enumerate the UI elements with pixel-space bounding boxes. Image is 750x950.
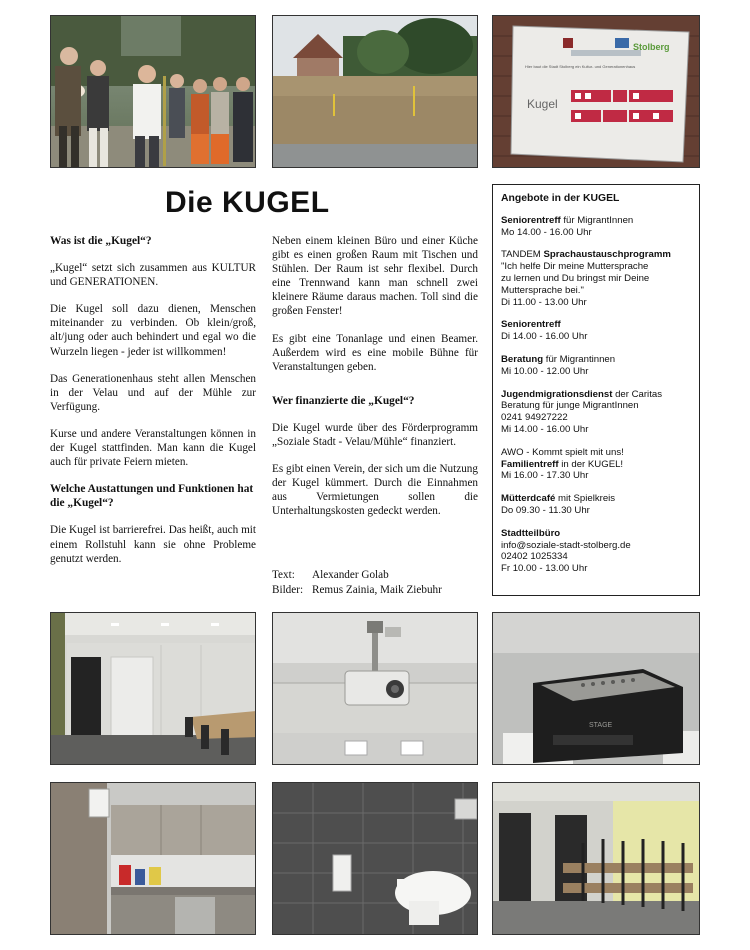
offer-entry-contact: Stadtteilbüro info@soziale-stadt-stolberg.de 02402 1025334 Fr 10.00 - 13.00 Uhr [501,527,631,575]
credits-text-label: Text: [272,569,295,581]
credits [272,568,442,598]
offer-entry: Jugendmigrationsdienst der Caritas Beratung für junge MigrantInnen 0241 94927222 Mi 14.00 - 16.00 Uhr [501,388,662,435]
offer-entry: Seniorentreff Di 14.00 - 16.00 Uhr [501,319,588,343]
paragraph: Kurse und andere Veranstaltungen können in der Kugel stattfinden. Man kann die Kugel auch für private Feiern mieten. [50,427,256,469]
paragraph: Es gibt eine Tonanlage und einen Beamer. Außerdem wird es eine mobile Bühne für Veranstaltungen geben. [272,332,478,373]
sign-small-text: Hier baut die Stadt Stolberg ein Kultur- und Generationenhaus [525,64,636,69]
paragraph: Die Kugel soll dazu dienen, Menschen miteinander zu verbinden. Ob klein/groß, alt/jung oder auch behindert und egal wo die Wurzeln liegen - jeder ist willkommen! [50,303,256,358]
paragraph: Die Kugel wurde über des Förderprogramm „Soziale Stadt - Velau/Mühle“ finanziert. [272,421,478,449]
photo-beamer [272,612,478,765]
photo-restroom [272,782,478,935]
paragraph: Neben einem kleinen Büro und einer Küche gibt es einen großen Raum mit Tischen und Stühlen. Der Raum ist sehr flexibel. Durch eine Trennwand kann man schnell zwei kleinere Räume daraus machen. Toll sind die großen Fenster! [272,235,478,318]
credits-images-value: Remus Zainia, Maik Ziebuhr [312,584,442,596]
paragraph: Das Generationenhaus steht allen Menschen in der Velau und auf der Mühle zur Verfügung. [50,372,256,413]
photo-group-of-people [50,15,256,168]
heading-financing: Wer finanzierte die „Kugel“? [272,394,415,407]
photo-kitchen [50,782,256,935]
photo-meeting-room [50,612,256,765]
offer-entry: Mütterdcafé mit Spielkreis Do 09.30 - 11.30 Uhr [501,493,616,516]
sign-kugel-label: Kugel [527,97,558,111]
heading-equipment: Welche Austattungen und Funktionen hat die „Kugel“? [50,483,254,510]
column-middle [272,234,478,532]
column-left [50,234,256,579]
photo-restroom-image [273,783,478,935]
offers-title: Angebote in der KUGEL [501,193,620,204]
photo-sound-image [493,613,700,765]
photo-chairs-room [492,782,700,935]
credits-images-label: Bilder: [272,584,304,596]
paragraph: „Kugel“ setzt sich zusammen aus KULTUR und GENERATIONEN. [50,262,256,289]
photo-sound-system [492,612,700,765]
svg-text:Stolberg: Stolberg [633,42,670,52]
svg-text:STAGE: STAGE [589,722,613,729]
photo-people-image [51,16,256,168]
photo-room-image [51,613,256,765]
paragraph: Die Kugel ist barrierefrei. Das heißt, auch mit einem Rollstuhl kann sie ohne Probleme genutzt werden. [50,524,256,565]
offer-entry: Seniorentreff für MigrantInnen Mo 14.00 - 16.00 Uhr [501,214,634,238]
photo-chairs-image [493,783,700,935]
photo-project-sign [492,15,700,168]
photo-beamer-image [273,613,478,765]
photo-sign-image [493,16,700,168]
offer-entry: Beratung für Migrantinnen Mi 10.00 - 12.00 Uhr [501,353,616,377]
paragraph: Es gibt einen Verein, der sich um die Nutzung der Kugel kümmert. Durch die Einnahmen aus Vermietungen sollen die Unterhaltungskosten gedeckt werden. [272,463,478,518]
photo-site-image [273,16,478,168]
offers-box [492,184,700,596]
photo-construction-site [272,15,478,168]
heading-what-is-kugel: Was ist die „Kugel“? [50,235,152,247]
offer-entry: TANDEM Sprachaustauschprogramm "Ich helfe Dir meine Muttersprache zu lernen und Du bringst mir Deine Muttersprache bei." Di 11.00 - 13.00 Uhr [501,249,671,308]
page-title: Die KUGEL [165,186,330,219]
credits-text-value: Alexander Golab [312,569,389,581]
photo-kitchen-image [51,783,256,935]
offer-entry: AWO - Kommt spielt mit uns! Familientreff in der KUGEL! Mi 16.00 - 17.30 Uhr [501,446,624,482]
